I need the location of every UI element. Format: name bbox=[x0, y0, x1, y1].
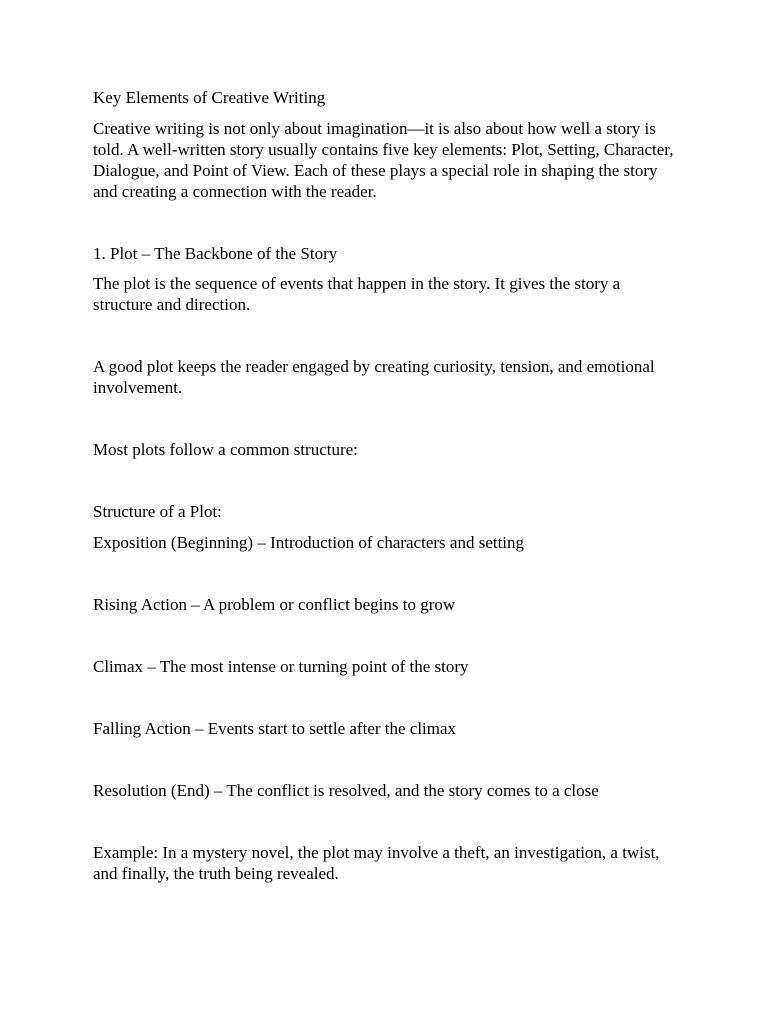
structure-item-climax: Climax – The most intense or turning point of the story bbox=[93, 657, 469, 676]
plot-paragraph-2: A good plot keeps the reader engaged by creating curiosity, tension, and emotional involvement. bbox=[93, 357, 655, 397]
section-heading-plot: 1. Plot – The Backbone of the Story bbox=[93, 244, 338, 263]
structure-item-resolution: Resolution (End) – The conflict is resolved, and the story comes to a close bbox=[93, 781, 599, 800]
document-page bbox=[93, 87, 683, 884]
plot-paragraph-3: Most plots follow a common structure: bbox=[93, 440, 358, 459]
intro-paragraph: Creative writing is not only about imagination—it is also about how well a story is told. A well-written story usually contains five key elements: Plot, Setting, Character, Dialogue, and Point of View. Each of these plays a special role in shaping the story and creating a connection with the reader. bbox=[93, 119, 674, 201]
structure-item-exposition: Exposition (Beginning) – Introduction of characters and setting bbox=[93, 533, 525, 552]
structure-item-rising-action: Rising Action – A problem or conflict begins to grow bbox=[93, 595, 456, 614]
structure-item-falling-action: Falling Action – Events start to settle after the climax bbox=[93, 719, 457, 738]
structure-heading: Structure of a Plot: bbox=[93, 502, 222, 521]
document-title: Key Elements of Creative Writing bbox=[93, 88, 326, 107]
plot-example-paragraph: Example: In a mystery novel, the plot may involve a theft, an investigation, a twist, and finally, the truth being revealed. bbox=[93, 843, 660, 883]
plot-paragraph-1: The plot is the sequence of events that happen in the story. It gives the story a structure and direction. bbox=[93, 274, 621, 314]
